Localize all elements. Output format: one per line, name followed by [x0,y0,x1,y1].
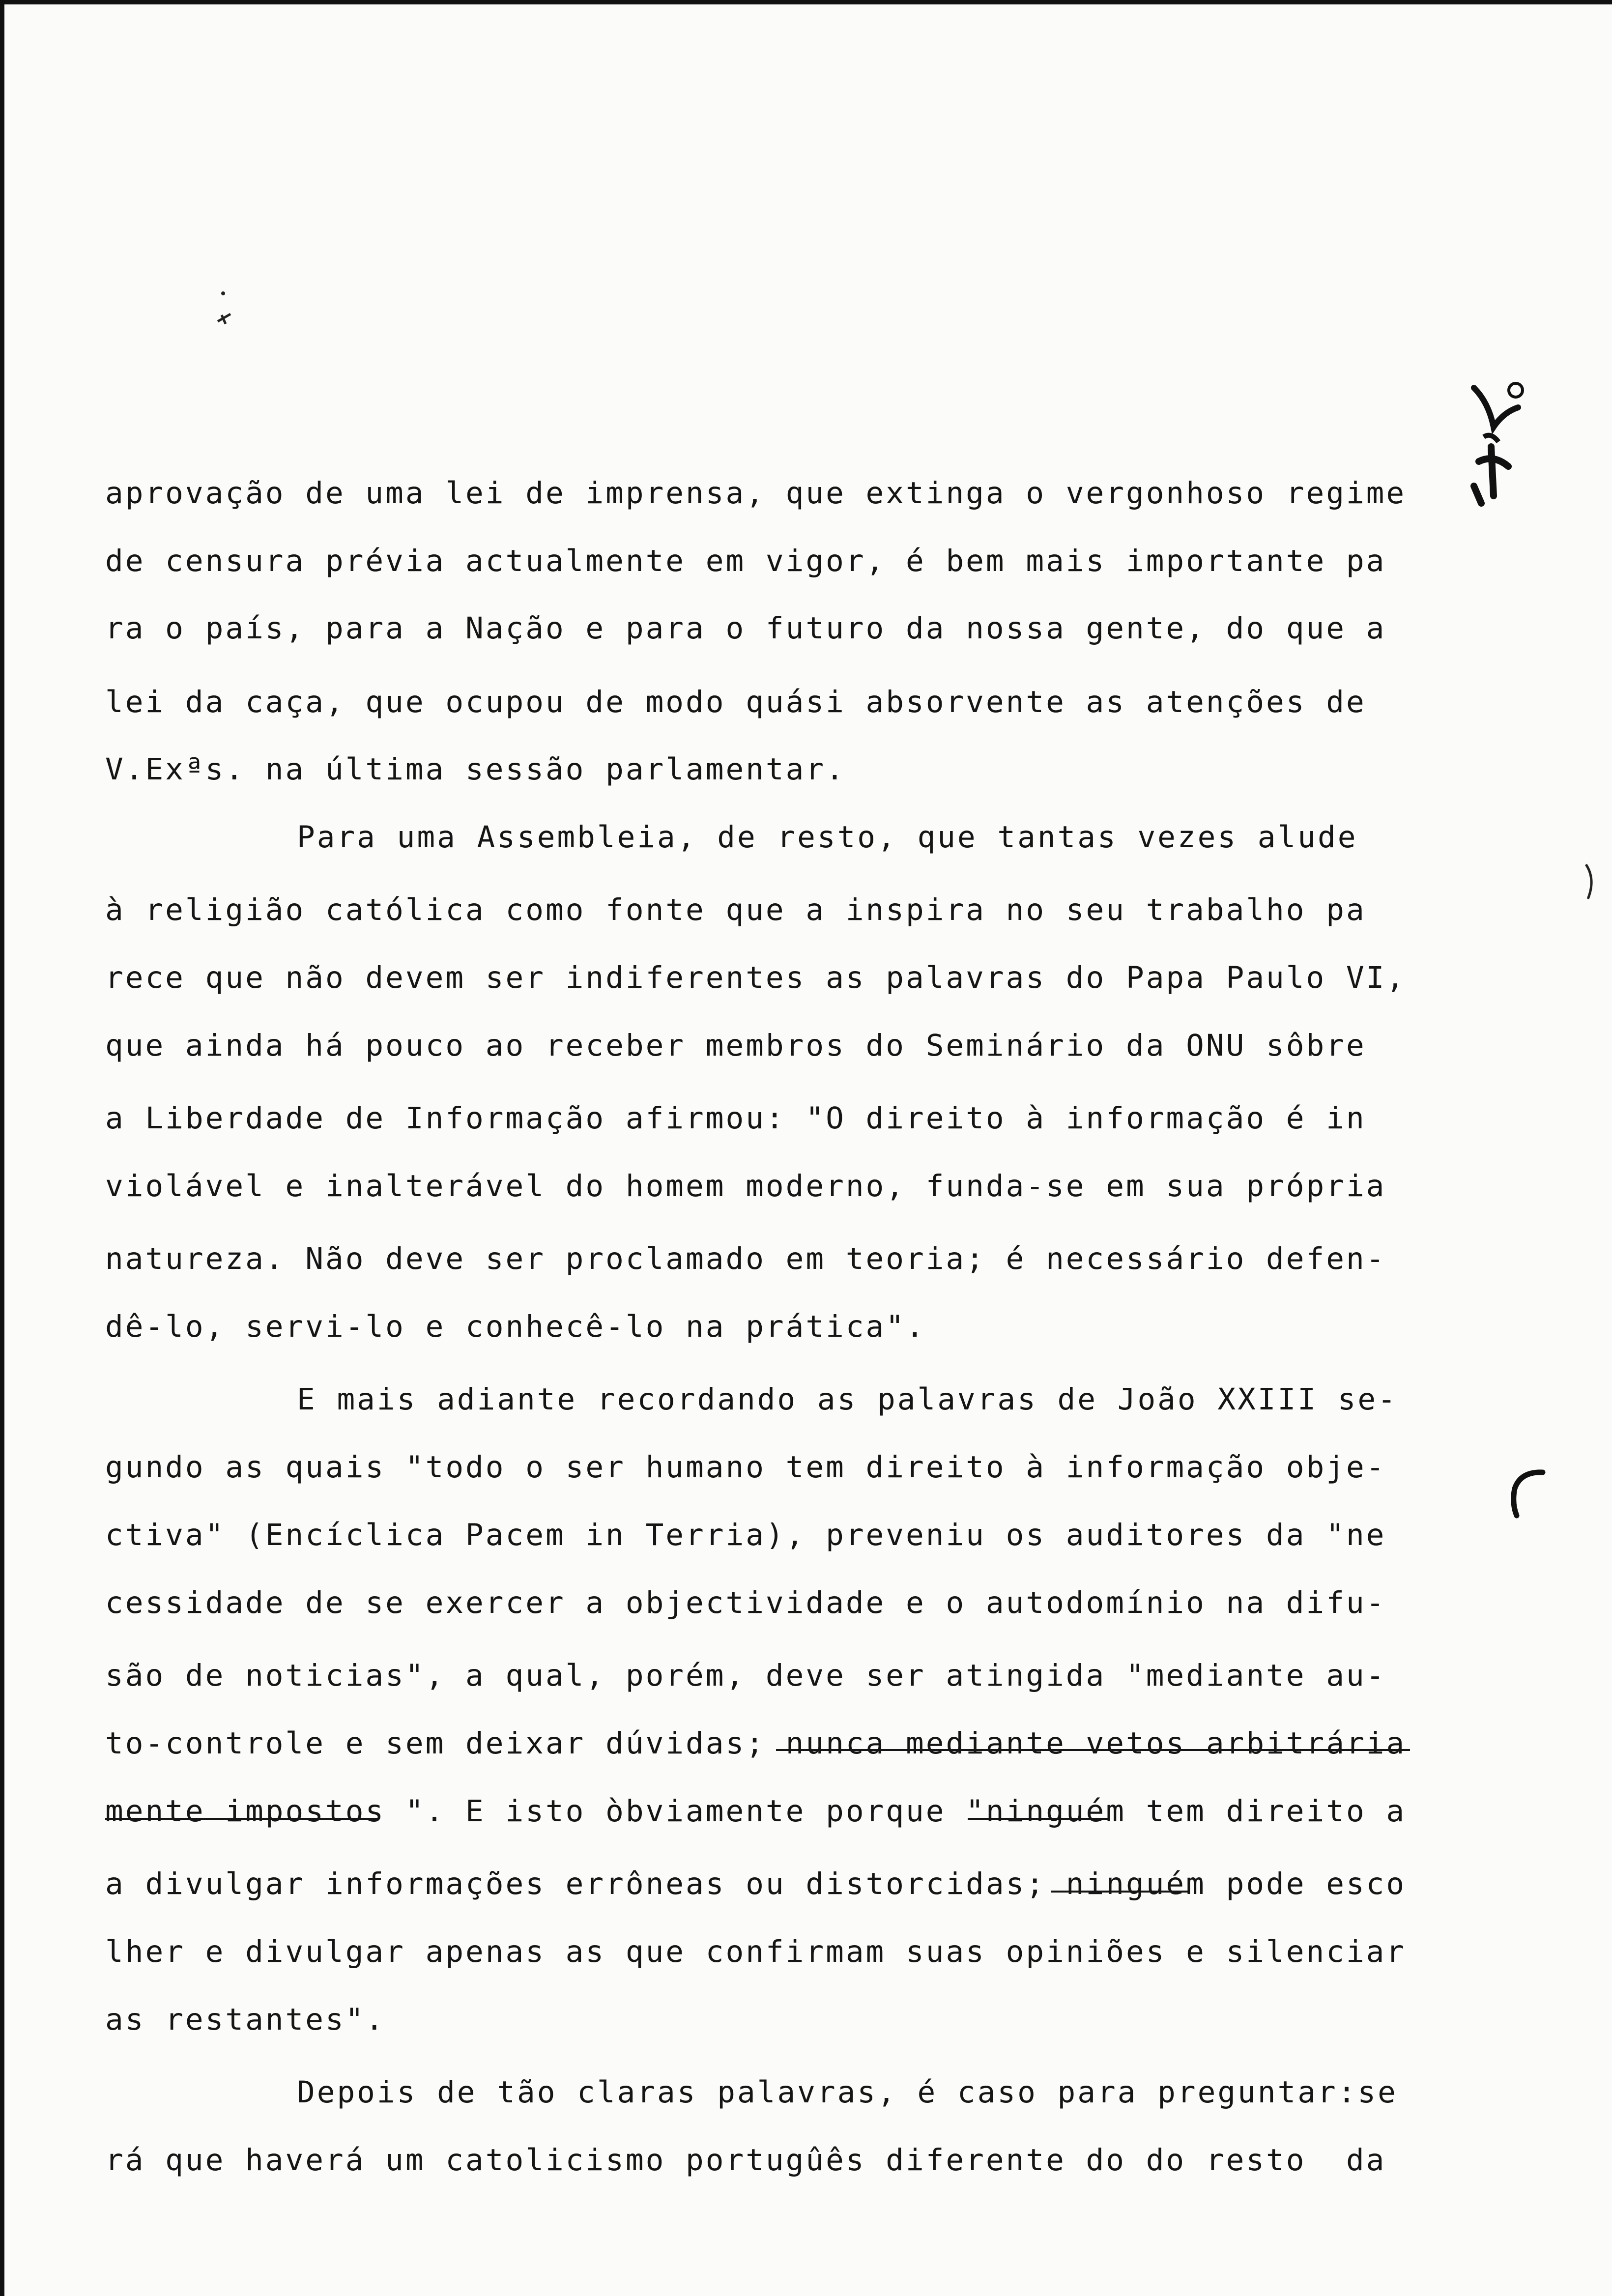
ink-speck-icon [211,285,240,334]
margin-bracket-icon [1582,860,1602,904]
text-line: as restantes". [105,2002,386,2037]
text-line: a Liberdade de Informação afirmou: "O direito à informação é in [105,1101,1366,1136]
underline-mark [1051,1891,1189,1893]
text-line: gundo as quais "todo o ser humano tem direito à informação obje- [105,1450,1386,1485]
text-line: natureza. Não deve ser proclamado em teoria; é necessário defen- [105,1241,1386,1276]
text-line: são de noticias", a qual, porém, deve ser atingida "mediante au- [105,1658,1386,1693]
handwritten-mark-icon [1459,368,1557,516]
text-line: aprovação de uma lei de imprensa, que extinga o vergonhoso regime [105,476,1407,511]
text-line: cessidade de se exercer a objectividade e o autodomínio na difu- [105,1585,1386,1620]
text-line: ra o país, para a Nação e para o futuro da nossa gente, do que a [105,611,1386,646]
handwritten-hook-icon [1506,1466,1550,1521]
text-line: lher e divulgar apenas as que confirmam suas opiniões e silenciar [105,1934,1407,1969]
text-line: ctiva" (Encíclica Pacem in Terria), preveniu os auditores da "ne [105,1518,1386,1552]
text-line: que ainda há pouco ao receber membros do Seminário da ONU sôbre [105,1028,1366,1063]
text-line: a divulgar informações errôneas ou distorcidas; ninguém pode esco [105,1866,1407,1901]
text-line: to-controle e sem deixar dúvidas; nunca mediante vetos arbitrária [105,1726,1407,1761]
text-line: rá que haverá um catolicismo portugûês diferente do do resto da [105,2143,1386,2178]
underline-mark [105,1818,378,1820]
paragraph-first-line: Para uma Assembleia, de resto, que tantas vezes alude [297,820,1358,855]
text-line: V.Exªs. na última sessão parlamentar. [105,752,846,787]
text-line: rece que não devem ser indiferentes as palavras do Papa Paulo VI, [105,960,1407,995]
underline-mark [968,1818,1108,1820]
paragraph-first-line: Depois de tão claras palavras, é caso para preguntar:se [297,2075,1398,2110]
text-line: de censura prévia actualmente em vigor, é bem mais importante pa [105,544,1386,578]
text-line: lei da caça, que ocupou de modo quási absorvente as atenções de [105,685,1366,719]
paragraph-first-line: E mais adiante recordando as palavras de João XXIII se- [297,1382,1398,1417]
text-line: dê-lo, servi-lo e conhecê-lo na prática". [105,1309,926,1344]
text-line: mente impostos ". E isto òbviamente porque "ninguém tem direito a [105,1794,1407,1829]
underline-mark [776,1749,1410,1751]
text-line: à religião católica como fonte que a inspira no seu trabalho pa [105,892,1366,927]
text-line: violável e inalterável do homem moderno, funda-se em sua própria [105,1169,1386,1204]
